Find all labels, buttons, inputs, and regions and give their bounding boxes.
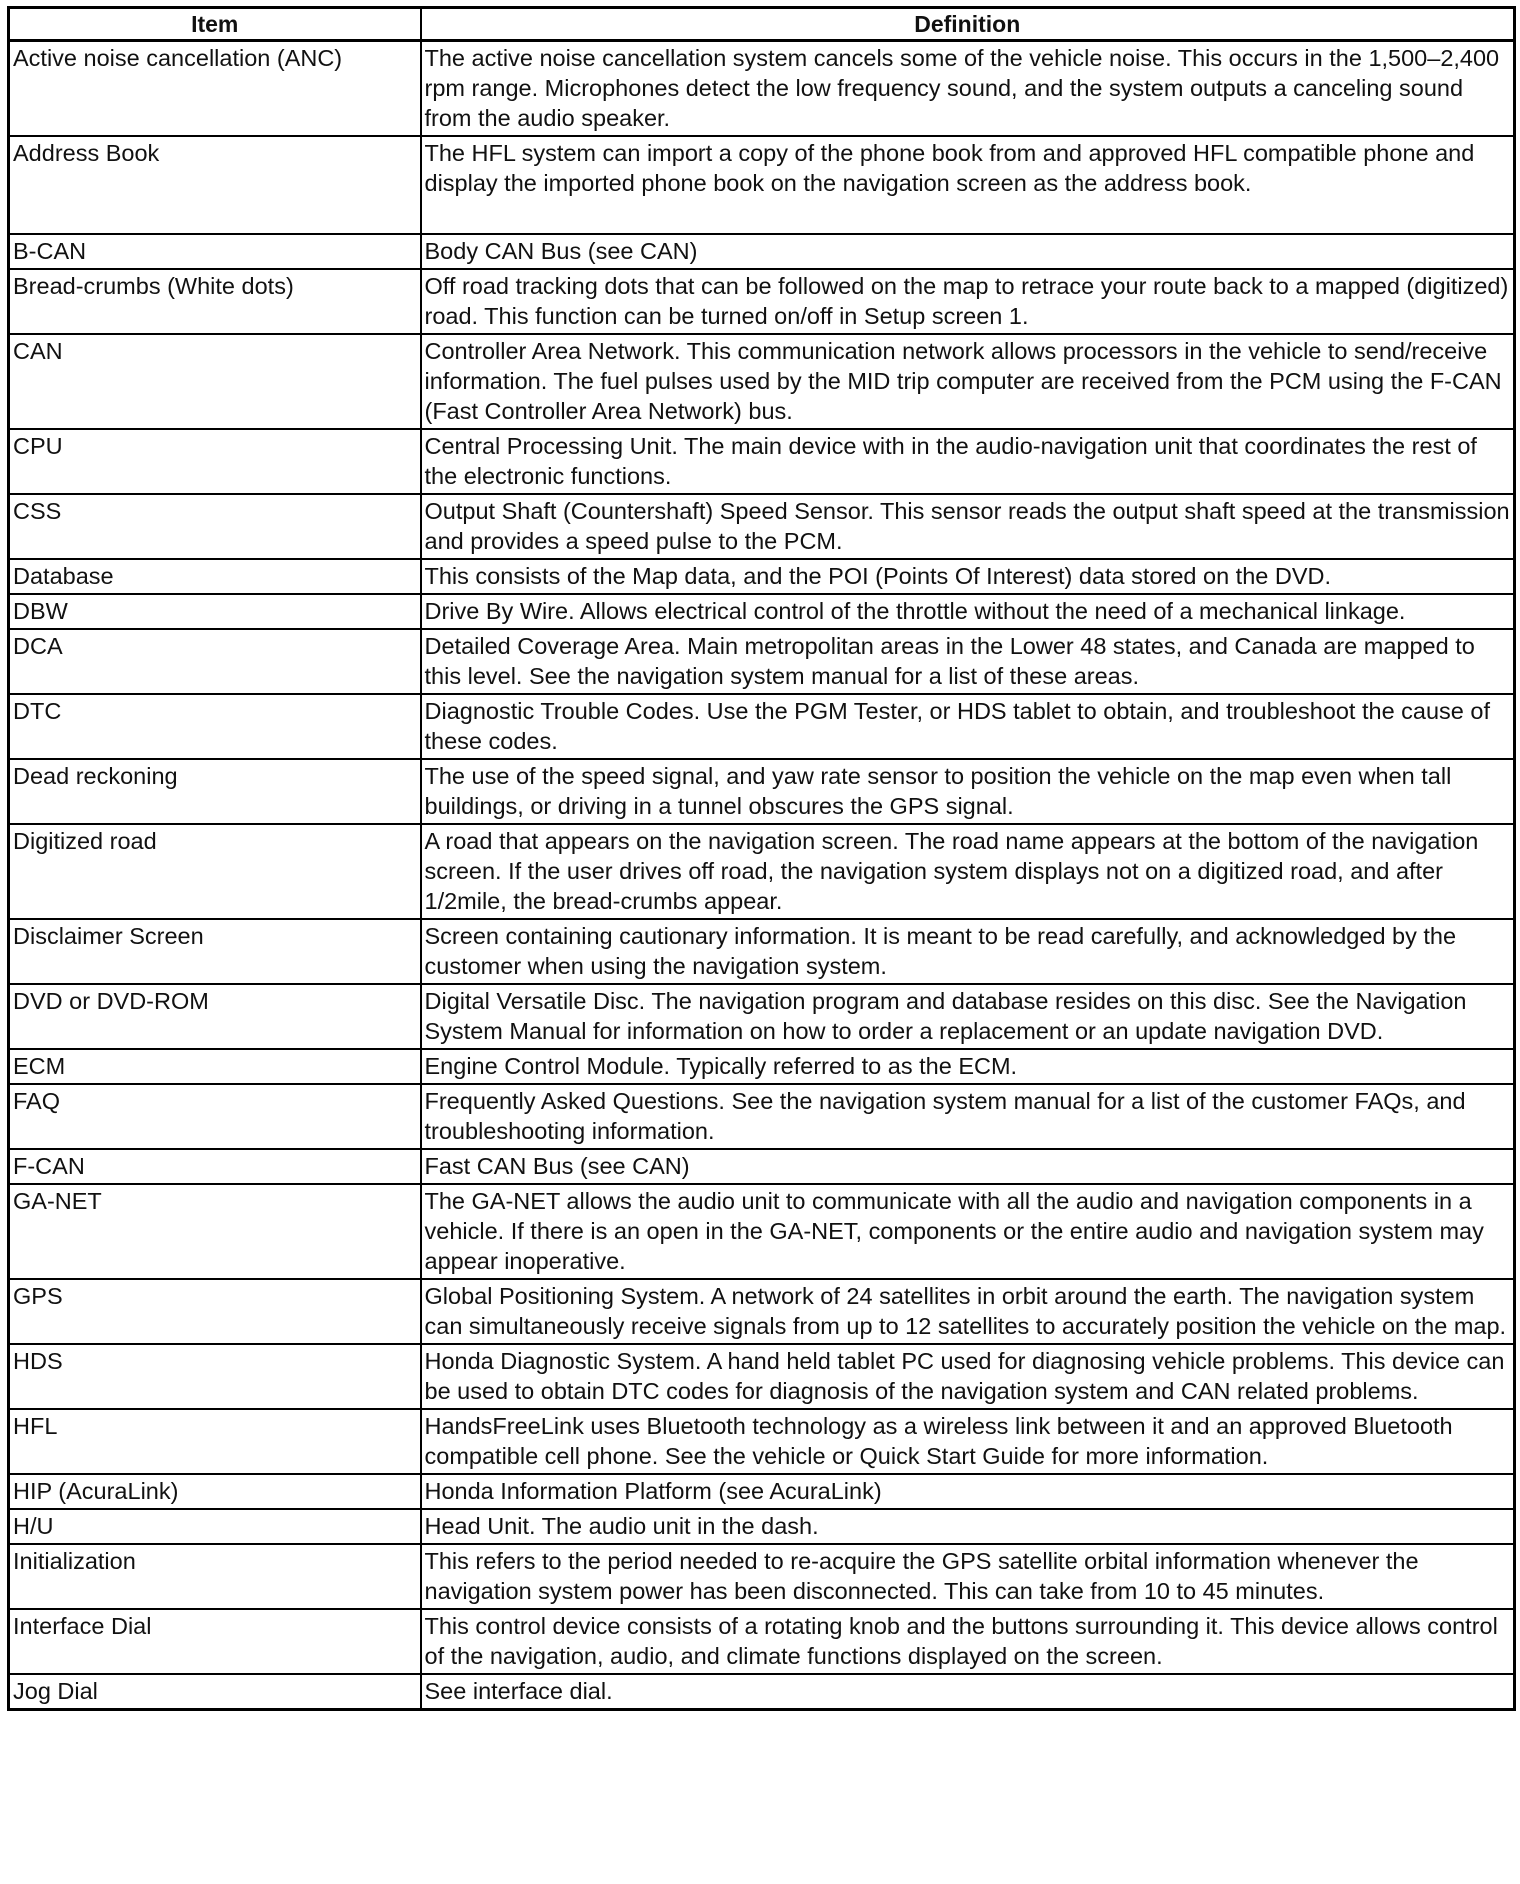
table-row (9, 429, 1515, 494)
item-term-cell: Disclaimer Screen (9, 919, 421, 984)
item-definition-cell: The HFL system can import a copy of the phone book from and approved HFL compatible phone and display the imported phone book on the navigation screen as the address book. (421, 136, 1515, 234)
item-term-cell: DBW (9, 594, 421, 629)
glossary-table (7, 6, 1516, 1711)
item-term-cell: HFL (9, 1409, 421, 1474)
table-row (9, 269, 1515, 334)
table-row (9, 629, 1515, 694)
item-term-cell: Digitized road (9, 824, 421, 919)
item-term-cell: Dead reckoning (9, 759, 421, 824)
item-term-cell: CAN (9, 334, 421, 429)
item-definition-cell: Digital Versatile Disc. The navigation program and database resides on this disc. See the Navigation System Manual for information on how to order a replacement or an update navigation DVD. (421, 984, 1515, 1049)
item-definition-cell: Off road tracking dots that can be followed on the map to retrace your route back to a mapped (digitized) road. This function can be turned on/off in Setup screen 1. (421, 269, 1515, 334)
table-row (9, 594, 1515, 629)
item-definition-cell: A road that appears on the navigation screen. The road name appears at the bottom of the navigation screen. If the user drives off road, the navigation system displays not on a digitized road, and after 1/2mile, the bread-crumbs appear. (421, 824, 1515, 919)
table-row (9, 919, 1515, 984)
item-term-cell: FAQ (9, 1084, 421, 1149)
item-term-cell: GA-NET (9, 1184, 421, 1279)
table-row (9, 494, 1515, 559)
table-row (9, 1344, 1515, 1409)
item-definition-cell: Output Shaft (Countershaft) Speed Sensor. This sensor reads the output shaft speed at the transmission and provides a speed pulse to the PCM. (421, 494, 1515, 559)
item-term-cell: DVD or DVD-ROM (9, 984, 421, 1049)
item-definition-cell: This control device consists of a rotating knob and the buttons surrounding it. This device allows control of the navigation, audio, and climate functions displayed on the screen. (421, 1609, 1515, 1674)
table-row (9, 41, 1515, 137)
item-term-cell: Interface Dial (9, 1609, 421, 1674)
item-term-cell: DCA (9, 629, 421, 694)
item-term-cell: B-CAN (9, 234, 421, 269)
table-row (9, 234, 1515, 269)
header-row (9, 8, 1515, 41)
table-row (9, 136, 1515, 234)
item-column-header: Item (9, 8, 421, 41)
definition-column-header: Definition (421, 8, 1515, 41)
item-definition-cell: The GA-NET allows the audio unit to communicate with all the audio and navigation components in a vehicle. If there is an open in the GA-NET, components or the entire audio and navigation system may appear inoperative. (421, 1184, 1515, 1279)
table-row (9, 984, 1515, 1049)
item-definition-cell: Global Positioning System. A network of 24 satellites in orbit around the earth. The navigation system can simultaneously receive signals from up to 12 satellites to accurately position the vehicle on the map. (421, 1279, 1515, 1344)
table-row (9, 824, 1515, 919)
item-term-cell: Initialization (9, 1544, 421, 1609)
table-row (9, 694, 1515, 759)
item-term-cell: F-CAN (9, 1149, 421, 1184)
item-definition-cell: This consists of the Map data, and the POI (Points Of Interest) data stored on the DVD. (421, 559, 1515, 594)
item-definition-cell: The use of the speed signal, and yaw rate sensor to position the vehicle on the map even when tall buildings, or driving in a tunnel obscures the GPS signal. (421, 759, 1515, 824)
table-row (9, 1474, 1515, 1509)
item-term-cell: HIP (AcuraLink) (9, 1474, 421, 1509)
table-row (9, 759, 1515, 824)
table-header (9, 8, 1515, 41)
item-term-cell: DTC (9, 694, 421, 759)
item-definition-cell: Diagnostic Trouble Codes. Use the PGM Tester, or HDS tablet to obtain, and troubleshoot the cause of these codes. (421, 694, 1515, 759)
item-definition-cell: Honda Information Platform (see AcuraLink) (421, 1474, 1515, 1509)
table-row (9, 559, 1515, 594)
item-definition-cell: The active noise cancellation system cancels some of the vehicle noise. This occurs in the 1,500–2,400 rpm range. Microphones detect the low frequency sound, and the system outputs a canceling sound from the audio speaker. (421, 41, 1515, 137)
table-row (9, 1674, 1515, 1710)
item-definition-cell: Fast CAN Bus (see CAN) (421, 1149, 1515, 1184)
item-definition-cell: Controller Area Network. This communication network allows processors in the vehicle to send/receive information. The fuel pulses used by the MID trip computer are received from the PCM using the F-CAN (Fast Controller Area Network) bus. (421, 334, 1515, 429)
item-definition-cell: This refers to the period needed to re-acquire the GPS satellite orbital information whenever the navigation system power has been disconnected. This can take from 10 to 45 minutes. (421, 1544, 1515, 1609)
table-row (9, 1049, 1515, 1084)
item-term-cell: Bread-crumbs (White dots) (9, 269, 421, 334)
item-term-cell: ECM (9, 1049, 421, 1084)
item-definition-cell: Body CAN Bus (see CAN) (421, 234, 1515, 269)
item-term-cell: Address Book (9, 136, 421, 234)
table-row (9, 1544, 1515, 1609)
item-term-cell: Active noise cancellation (ANC) (9, 41, 421, 137)
item-term-cell: CPU (9, 429, 421, 494)
item-definition-cell: Central Processing Unit. The main device with in the audio-navigation unit that coordinates the rest of the electronic functions. (421, 429, 1515, 494)
item-term-cell: Database (9, 559, 421, 594)
table-row (9, 1409, 1515, 1474)
item-definition-cell: Engine Control Module. Typically referred to as the ECM. (421, 1049, 1515, 1084)
table-row (9, 334, 1515, 429)
item-definition-cell: Drive By Wire. Allows electrical control of the throttle without the need of a mechanical linkage. (421, 594, 1515, 629)
table-row (9, 1149, 1515, 1184)
item-definition-cell: HandsFreeLink uses Bluetooth technology as a wireless link between it and an approved Bluetooth compatible cell phone. See the vehicle or Quick Start Guide for more information. (421, 1409, 1515, 1474)
item-definition-cell: Screen containing cautionary information. It is meant to be read carefully, and acknowledged by the customer when using the navigation system. (421, 919, 1515, 984)
item-term-cell: Jog Dial (9, 1674, 421, 1710)
table-body (9, 41, 1515, 1710)
table-row (9, 1609, 1515, 1674)
table-row (9, 1279, 1515, 1344)
item-term-cell: HDS (9, 1344, 421, 1409)
item-definition-cell: Detailed Coverage Area. Main metropolitan areas in the Lower 48 states, and Canada are mapped to this level. See the navigation system manual for a list of these areas. (421, 629, 1515, 694)
item-definition-cell: Honda Diagnostic System. A hand held tablet PC used for diagnosing vehicle problems. This device can be used to obtain DTC codes for diagnosis of the navigation system and CAN related problems. (421, 1344, 1515, 1409)
table-row (9, 1084, 1515, 1149)
item-term-cell: H/U (9, 1509, 421, 1544)
item-definition-cell: Head Unit. The audio unit in the dash. (421, 1509, 1515, 1544)
table-row (9, 1509, 1515, 1544)
item-term-cell: GPS (9, 1279, 421, 1344)
item-definition-cell: See interface dial. (421, 1674, 1515, 1710)
table-row (9, 1184, 1515, 1279)
item-term-cell: CSS (9, 494, 421, 559)
item-definition-cell: Frequently Asked Questions. See the navigation system manual for a list of the customer FAQs, and troubleshooting information. (421, 1084, 1515, 1149)
